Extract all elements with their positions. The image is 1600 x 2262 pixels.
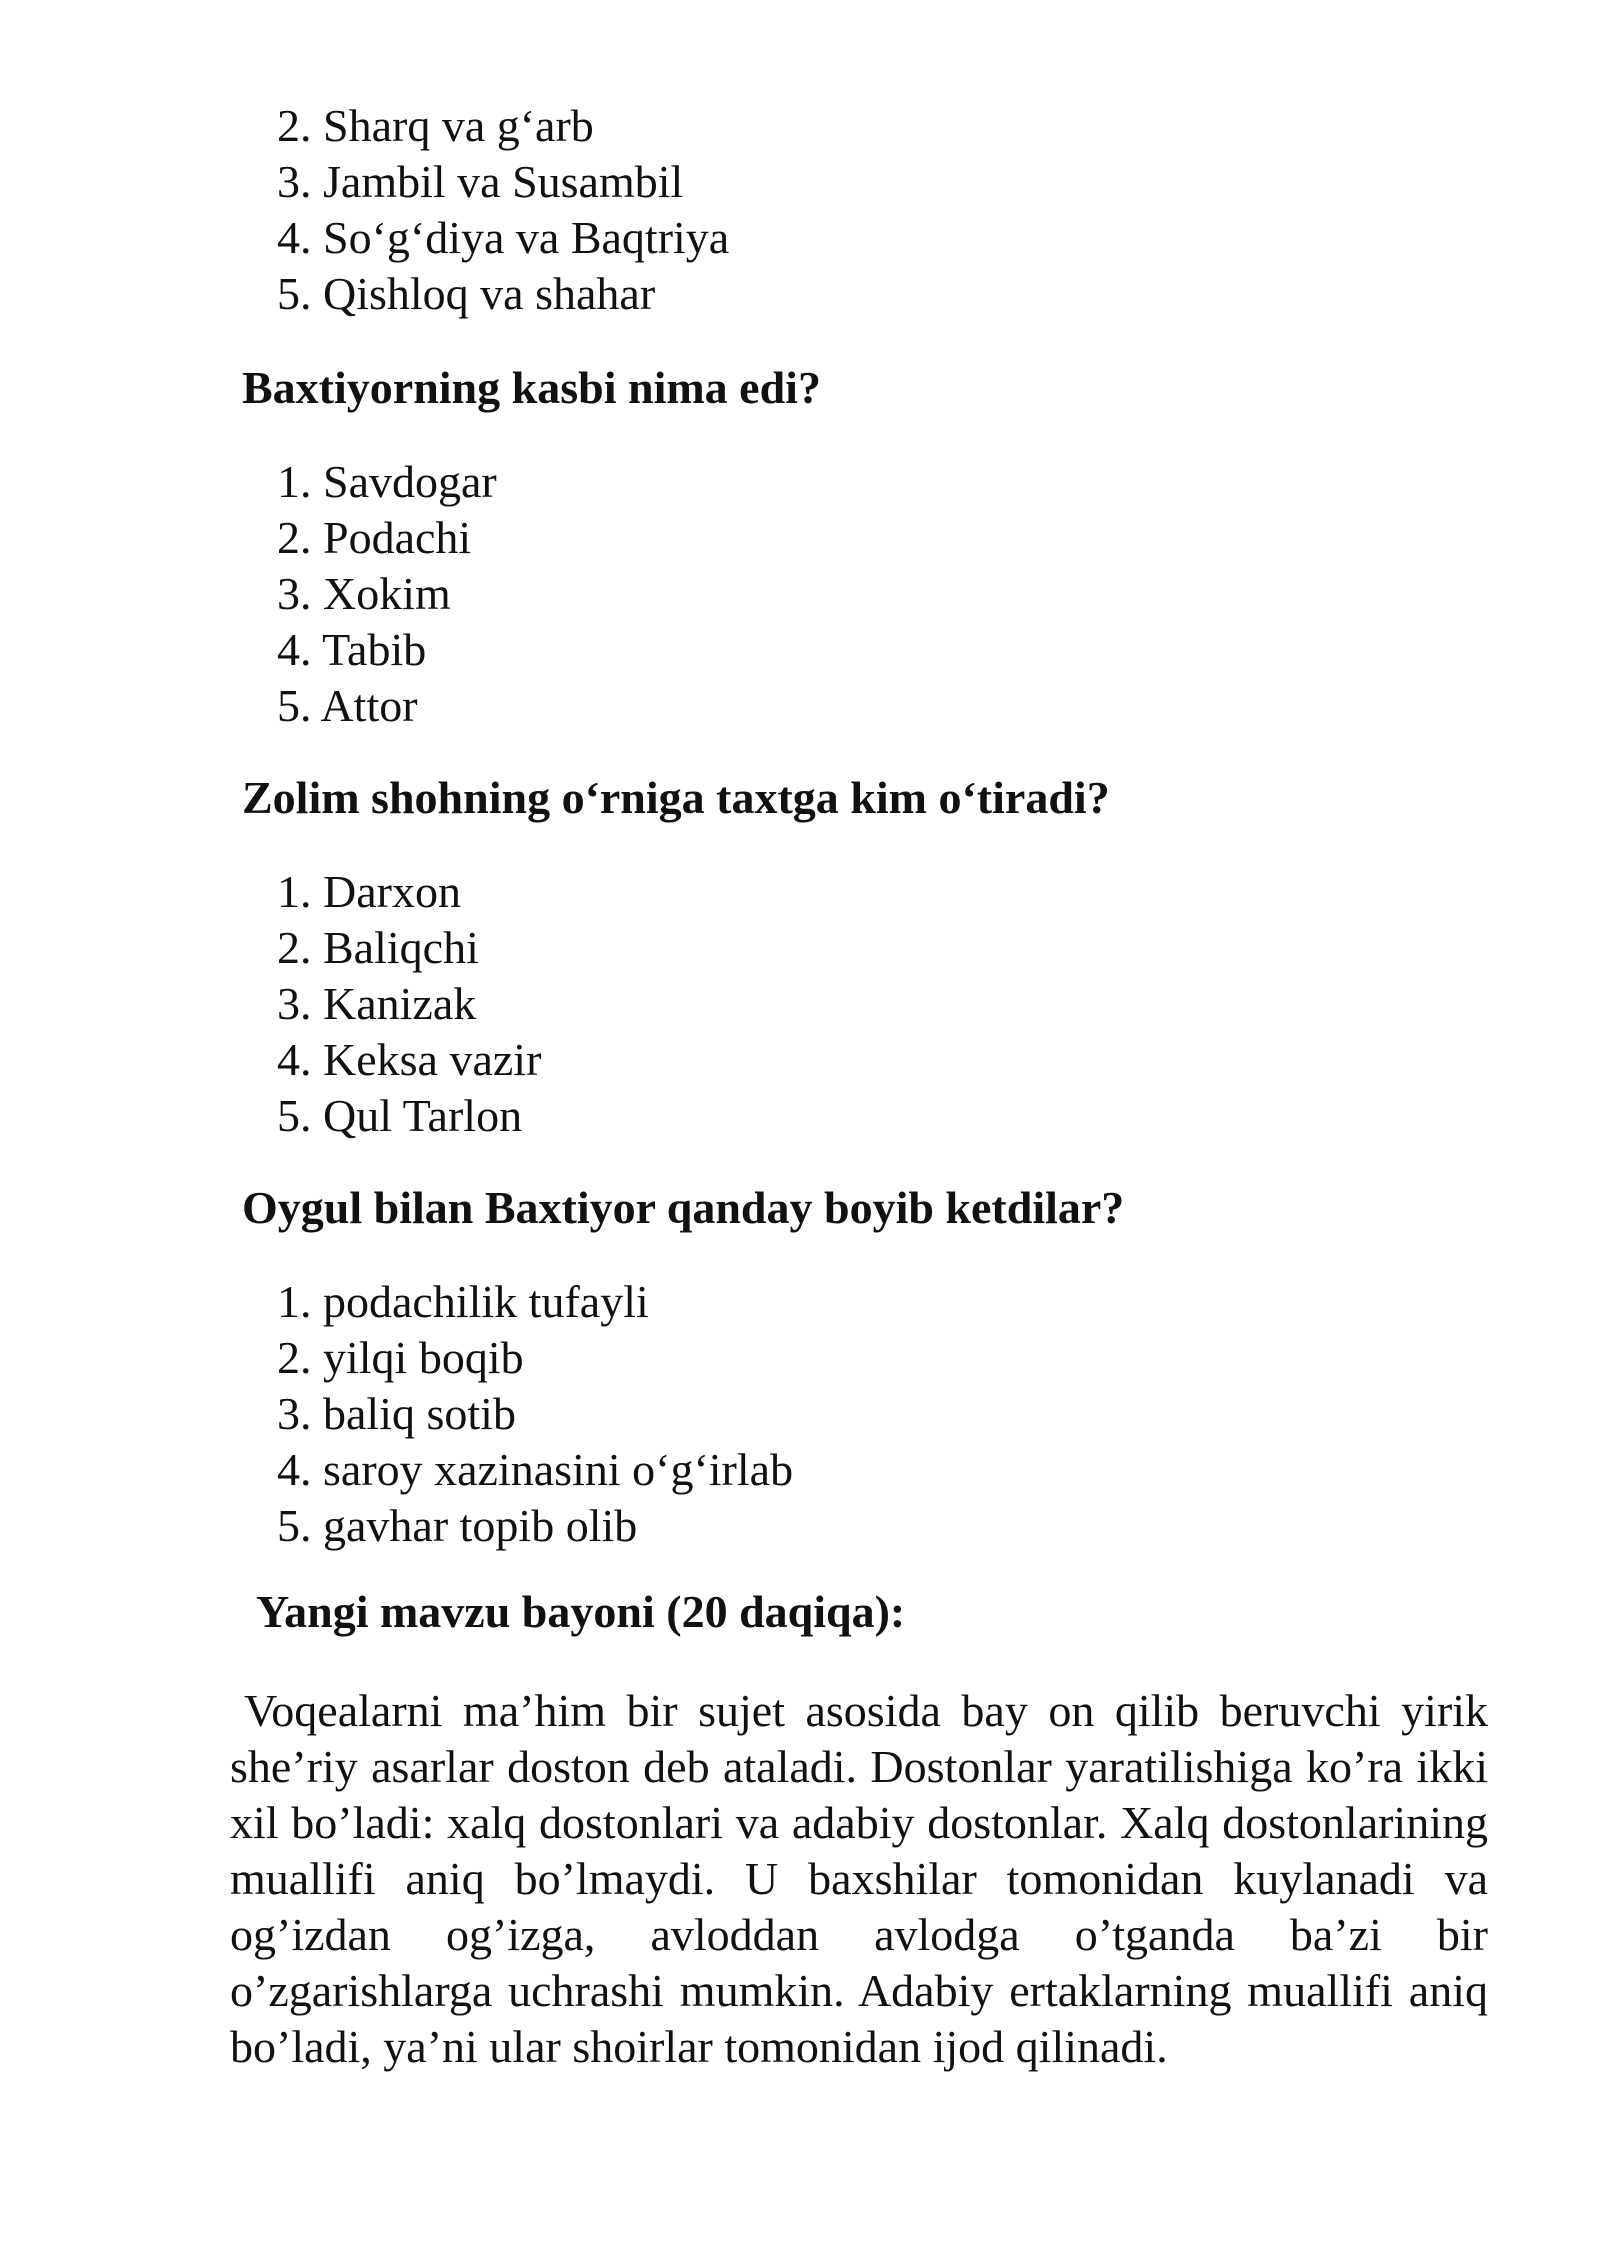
question-heading: Oygul bilan Baxtiyor qanday boyib ketdilar? xyxy=(242,1182,1125,1233)
list-item: 2. Podachi xyxy=(277,512,472,563)
list-item: 2. Sharq va g‘arb xyxy=(277,100,594,151)
list-item: 4. So‘g‘diya va Baqtriya xyxy=(277,212,730,263)
q3-option-list xyxy=(277,1274,793,1554)
section-title: Yangi mavzu bayoni (20 daqiqa): xyxy=(256,1586,906,1637)
q1-option-list xyxy=(277,454,497,734)
question-heading: Zolim shohning o‘rniga taxtga kim o‘tiradi? xyxy=(242,772,1110,823)
list-item: 1. podachilik tufayli xyxy=(277,1276,649,1327)
list-item: 3. Jambil va Susambil xyxy=(277,156,684,207)
list-item: 5. Attor xyxy=(277,680,418,731)
list-item: 1. Darxon xyxy=(277,866,461,917)
list-item: 2. yilqi boqib xyxy=(277,1332,524,1383)
list-item: 5. Qul Tarlon xyxy=(277,1090,523,1141)
list-item: 3. Kanizak xyxy=(277,978,477,1029)
q2-option-list xyxy=(277,864,541,1144)
list-item: 4. Keksa vazir xyxy=(277,1034,542,1085)
list-item: 2. Baliqchi xyxy=(277,922,479,973)
body-paragraph: Voqealarni ma’him bir sujet asosida bay on qilib beruvchi yirik she’riy asarlar doston deb ataladi. Dostonlar yaratilishiga ko’ra ikki xil bo’ladi: xalq dostonlari va adabiy dostonlar. Xalq dostonlarining muallifi aniq bo’lmaydi. U baxshilar tomonidan kuylanadi va og’izdan og’izga, avloddan avlodga o’tganda ba’zi bir o’zgarishlarga uchrashi mumkin. Adabiy ertaklarning muallifi aniq bo’ladi, ya’ni ular shoirlar tomonidan ijod qilinadi. xyxy=(230,1685,1488,2072)
question-heading: Baxtiyorning kasbi nima edi? xyxy=(242,362,821,413)
list-item: 3. Xokim xyxy=(277,568,451,619)
list-item: 4. Tabib xyxy=(277,624,427,675)
list-item: 4. saroy xazinasini o‘g‘irlab xyxy=(277,1444,794,1495)
list-item: 5. Qishloq va shahar xyxy=(277,268,656,319)
list-item: 3. baliq sotib xyxy=(277,1388,516,1439)
intro-option-list xyxy=(277,98,729,322)
list-item: 5. gavhar topib olib xyxy=(277,1500,638,1551)
list-item: 1. Savdogar xyxy=(277,456,497,507)
